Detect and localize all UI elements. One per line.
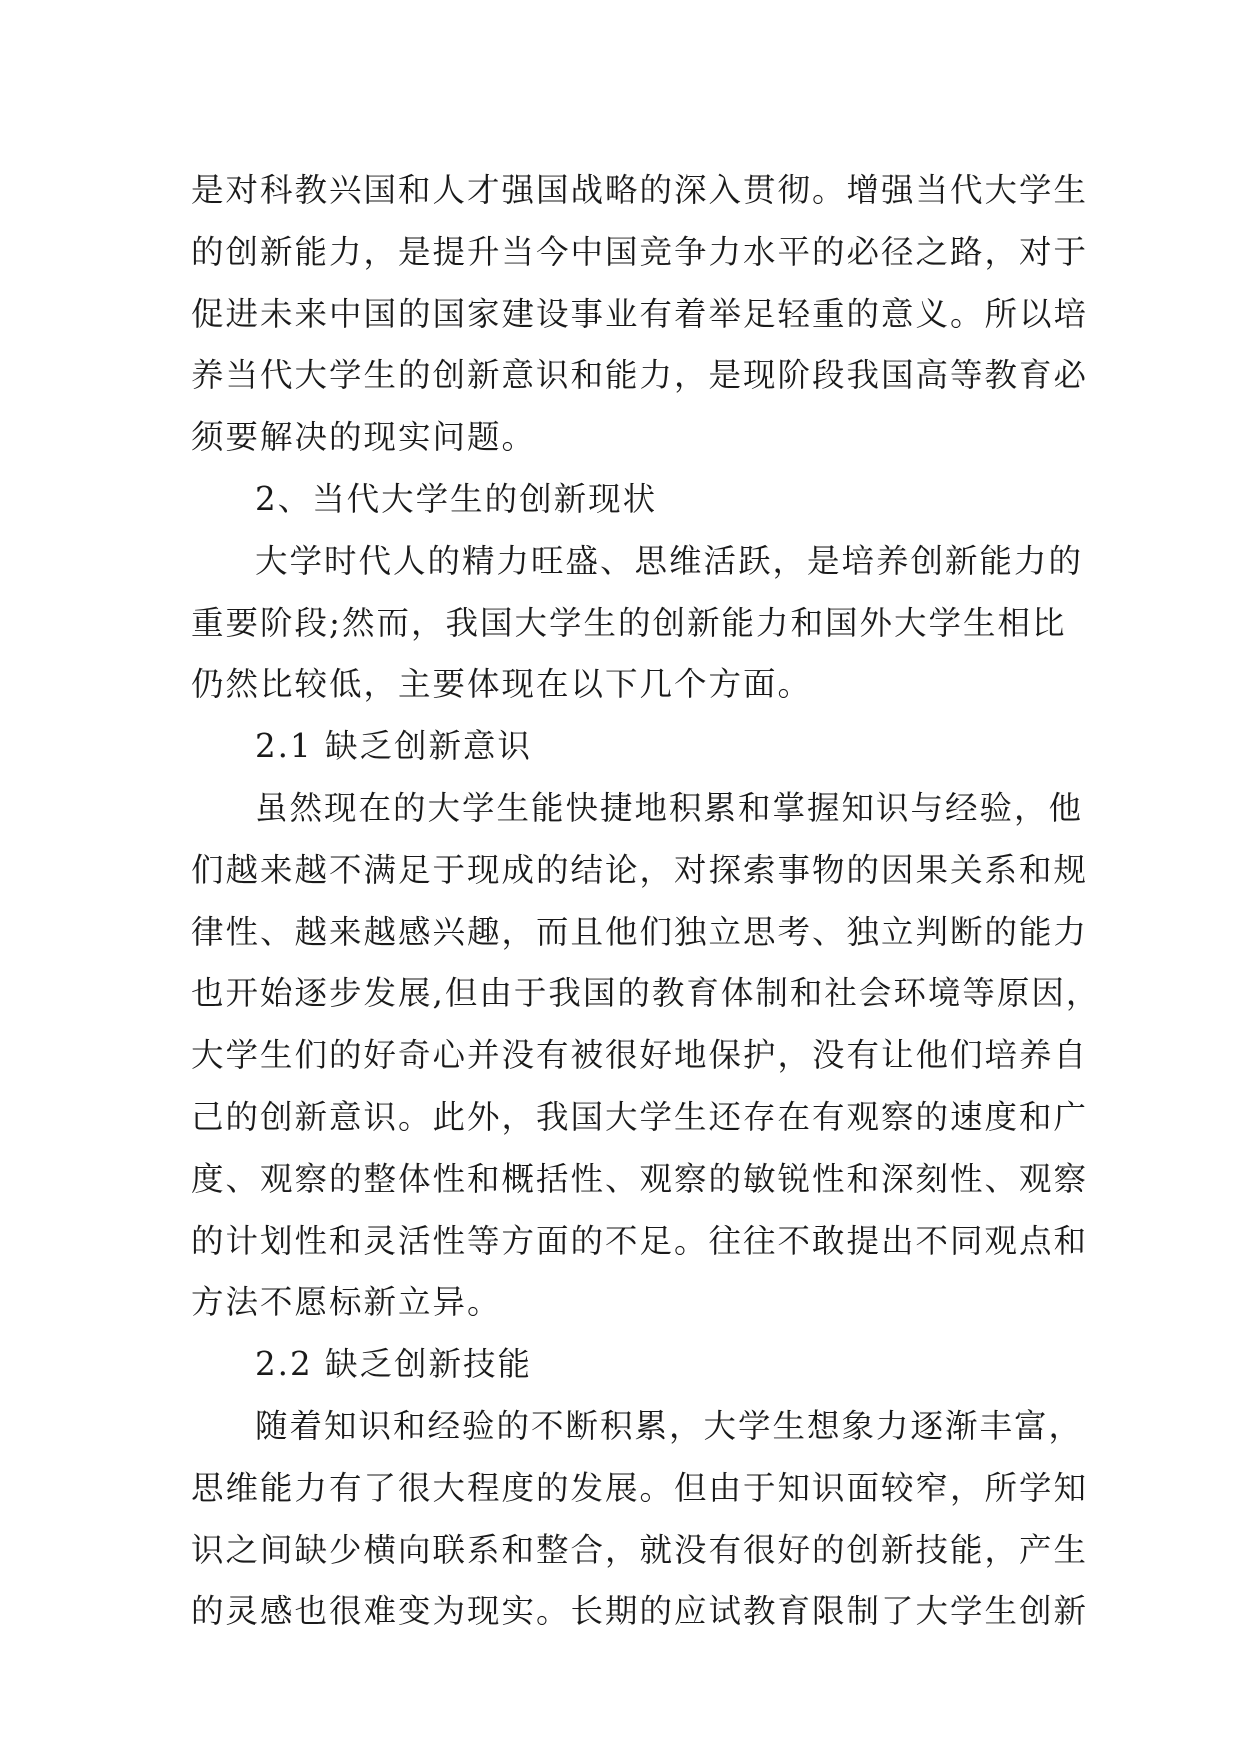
- text-line: 的计划性和灵活性等方面的不足。往往不敢提出不同观点和: [191, 1221, 1089, 1260]
- text-line: 己的创新意识。此外，我国大学生还存在有观察的速度和广: [191, 1097, 1089, 1136]
- text-line: 的灵感也很难变为现实。长期的应试教育限制了大学生创新: [191, 1592, 1089, 1631]
- text-line: 们越来越不满足于现成的结论，对探索事物的因果关系和规: [191, 850, 1089, 889]
- text-line: 也开始逐步发展,但由于我国的教育体制和社会环境等原因，: [191, 974, 1101, 1013]
- text-line: 仍然比较低，主要体现在以下几个方面。: [191, 665, 813, 704]
- text-line: 律性、越来越感兴趣，而且他们独立思考、独立判断的能力: [191, 912, 1089, 951]
- section-heading: 2.1 缺乏创新意识: [255, 727, 533, 766]
- text-line: 随着知识和经验的不断积累，大学生想象力逐渐丰富，: [255, 1406, 1084, 1445]
- section-heading: 2.2 缺乏创新技能: [255, 1345, 533, 1384]
- text-line: 须要解决的现实问题。: [191, 418, 537, 457]
- text-line: 方法不愿标新立异。: [191, 1283, 502, 1322]
- text-line: 促进未来中国的国家建设事业有着举足轻重的意义。所以培: [191, 294, 1089, 333]
- text-line: 养当代大学生的创新意识和能力，是现阶段我国高等教育必: [191, 356, 1089, 395]
- text-line: 大学生们的好奇心并没有被很好地保护，没有让他们培养自: [191, 1036, 1089, 1075]
- text-line: 识之间缺少横向联系和整合，就没有很好的创新技能，产生: [191, 1530, 1089, 1569]
- text-line: 是对科教兴国和人才强国战略的深入贯彻。增强当代大学生: [191, 171, 1089, 209]
- section-heading: 2、当代大学生的创新现状: [255, 479, 658, 518]
- text-line: 度、观察的整体性和概括性、观察的敏锐性和深刻性、观察: [191, 1159, 1089, 1198]
- text-line: 大学时代人的精力旺盛、思维活跃，是培养创新能力的: [255, 541, 1084, 580]
- text-line: 虽然现在的大学生能快捷地积累和掌握知识与经验，他: [255, 788, 1084, 827]
- text-line: 重要阶段;然而，我国大学生的创新能力和国外大学生相比: [191, 603, 1067, 642]
- text-line: 思维能力有了很大程度的发展。但由于知识面较窄，所学知: [191, 1468, 1089, 1507]
- text-line: 的创新能力，是提升当今中国竞争力水平的必径之路，对于: [191, 232, 1089, 271]
- body-text: [191, 160, 1101, 1643]
